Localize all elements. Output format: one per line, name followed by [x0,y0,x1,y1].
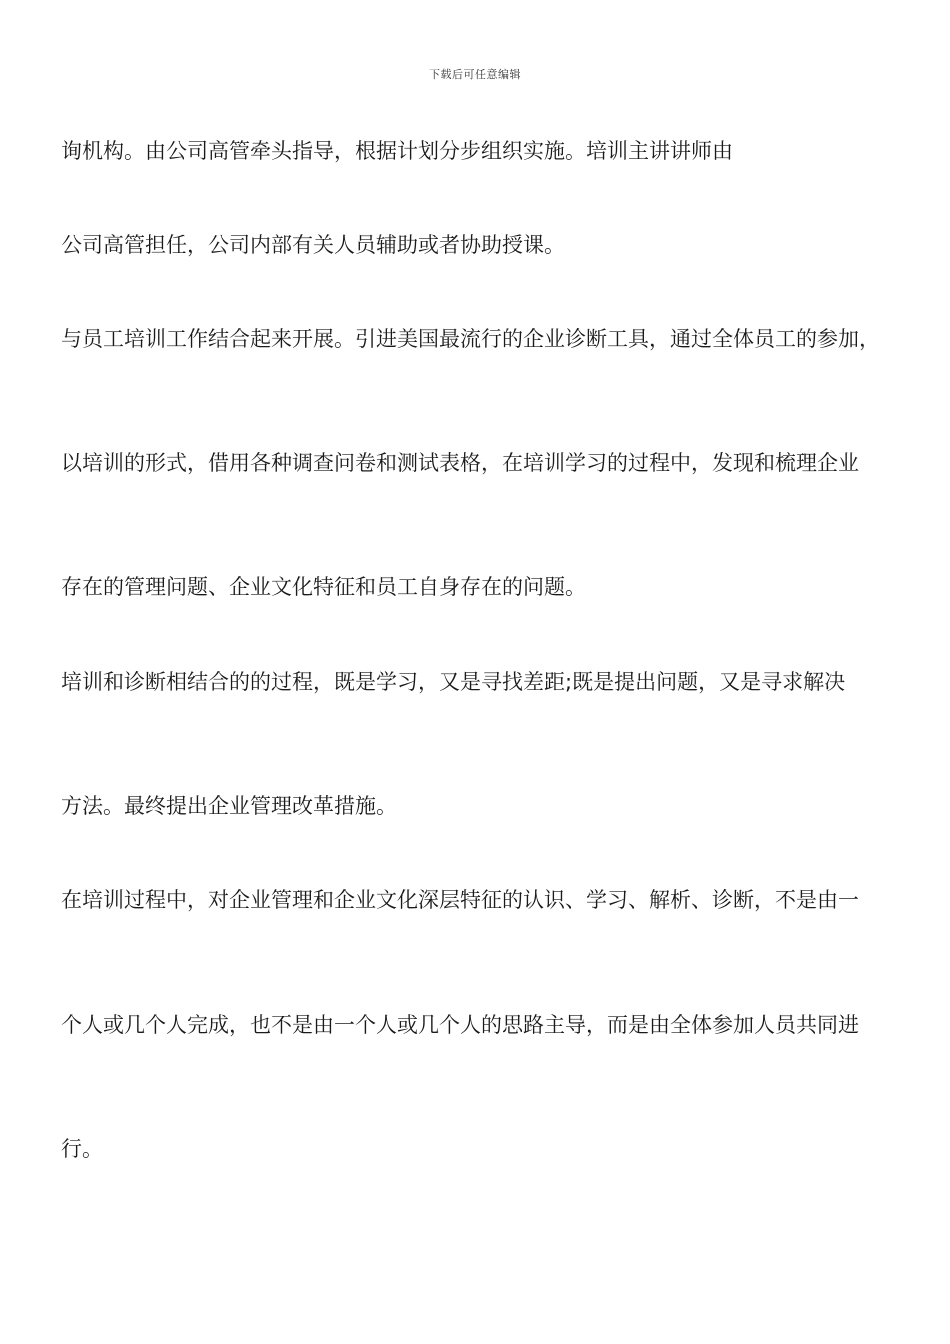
paragraph-line: 方法。最终提出企业管理改革措施。 [61,794,397,818]
paragraph-line: 培训和诊断相结合的的过程，既是学习，又是寻找差距;既是提出问题，又是寻求解决 [61,670,846,694]
paragraph-line: 存在的管理问题、企业文化特征和员工自身存在的问题。 [61,575,586,599]
paragraph-line: 与员工培训工作结合起来开展。引进美国最流行的企业诊断工具，通过全体员工的参加， [61,327,880,351]
paragraph-line: 行。 [61,1137,103,1161]
paragraph-line: 公司高管担任，公司内部有关人员辅助或者协助授课。 [61,233,565,257]
paragraph-line: 个人或几个人完成，也不是由一个人或几个人的思路主导，而是由全体参加人员共同进 [61,1013,859,1037]
paragraph-line: 在培训过程中，对企业管理和企业文化深层特征的认识、学习、解析、诊断，不是由一 [61,888,859,912]
page-header: 下载后可任意编辑 [429,68,521,81]
paragraph-line: 以培训的形式，借用各种调查问卷和测试表格，在培训学习的过程中，发现和梳理企业 [61,451,859,475]
paragraph-line: 询机构。由公司高管牵头指导，根据计划分步组织实施。培训主讲讲师由 [61,139,733,163]
